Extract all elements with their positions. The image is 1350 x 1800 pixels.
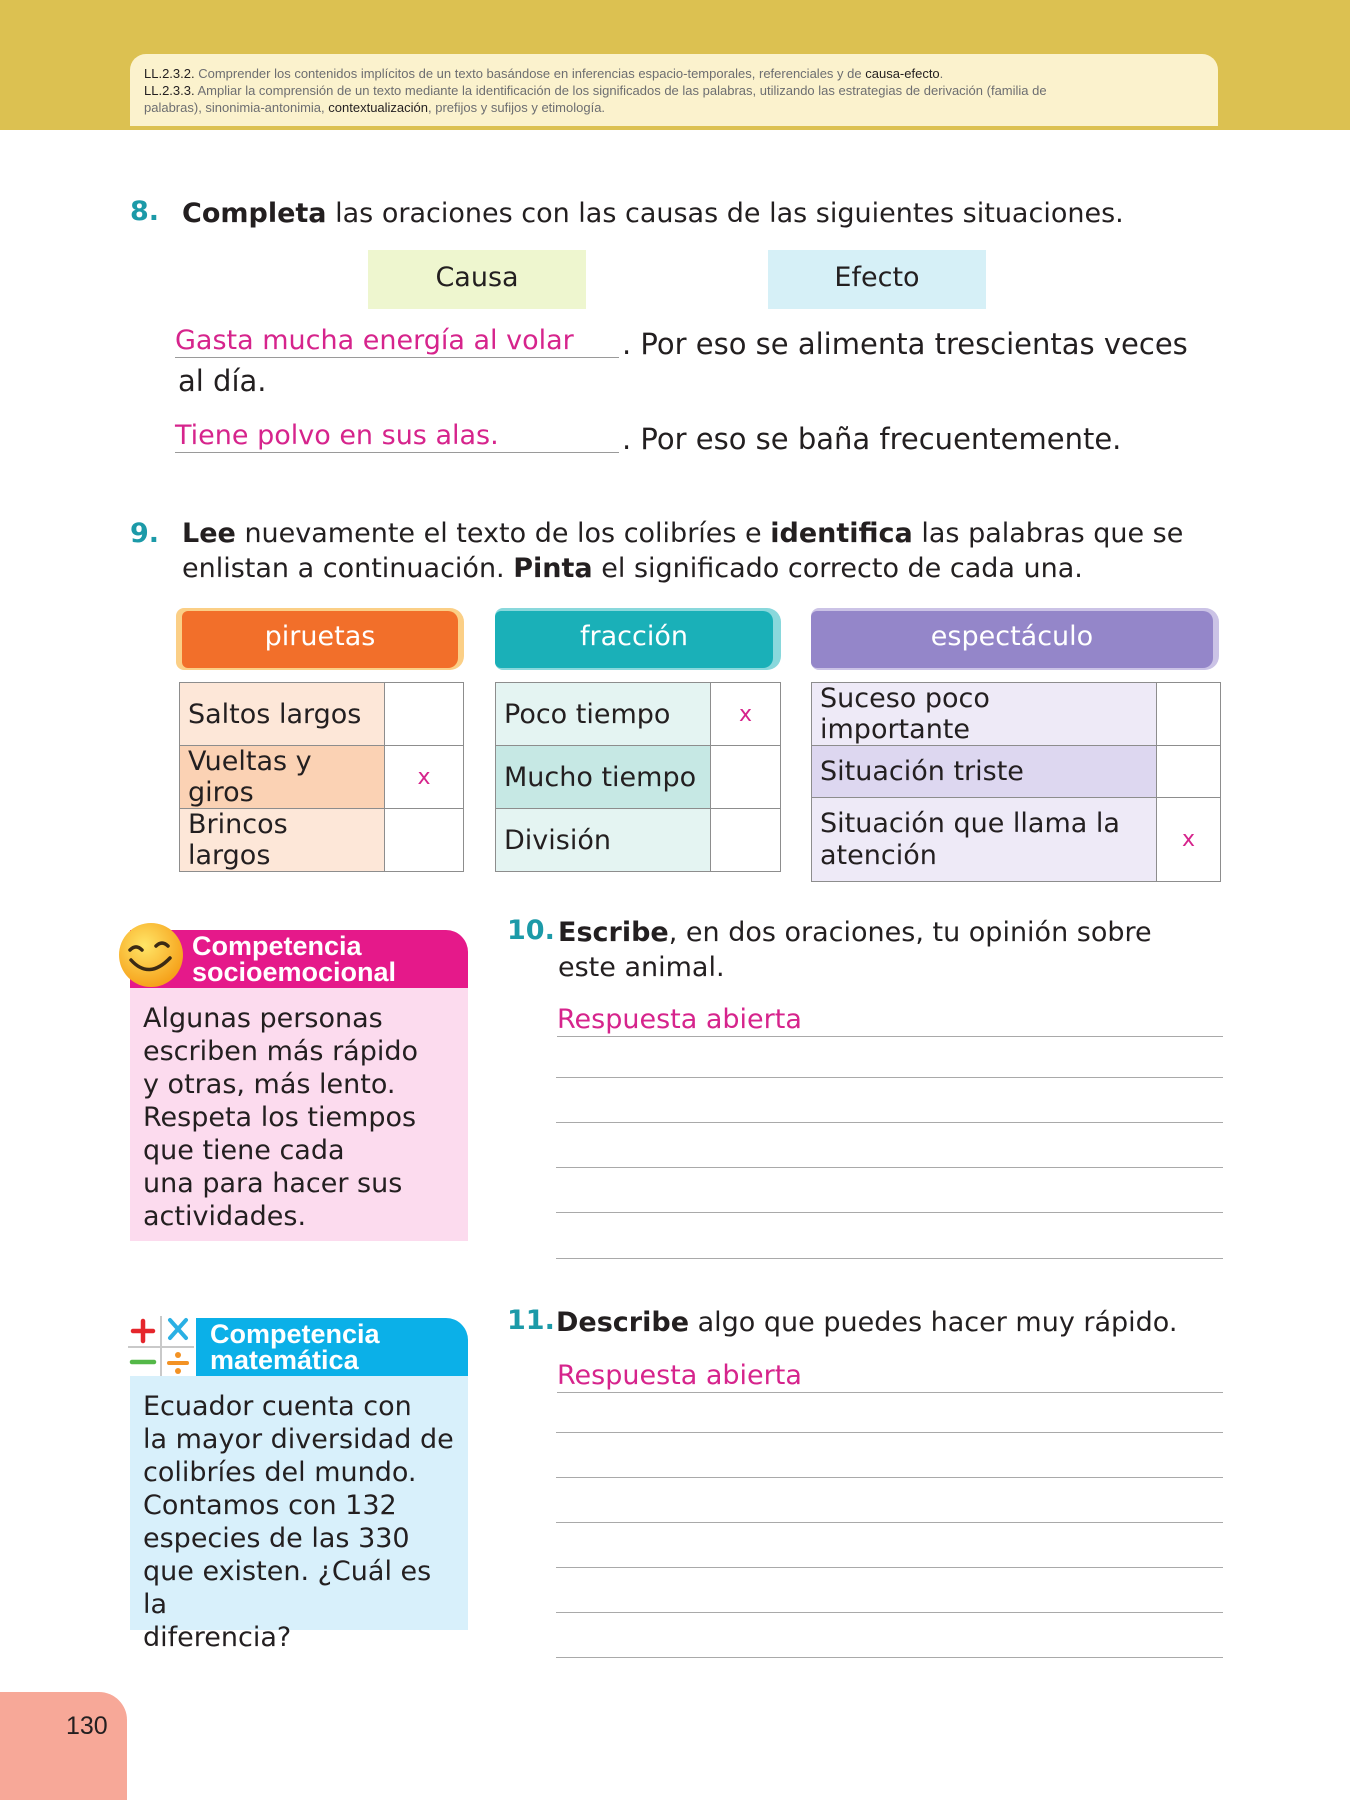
socio-line: que tiene cada — [143, 1135, 345, 1166]
q11-instruction — [556, 1305, 1177, 1340]
option-brincos-largos[interactable]: Brincos largos — [180, 809, 385, 872]
q11-answer[interactable]: Respuesta abierta — [557, 1360, 1223, 1393]
option-division[interactable]: División — [496, 809, 711, 872]
mate-title-2: matemática — [210, 1345, 359, 1375]
objective-text-1: Comprender los contenidos implícitos de un texto basándose en inferencias espacio-temporales, referenciales y de — [198, 66, 862, 81]
objective-code-2: LL.2.3.3. — [144, 83, 195, 98]
table-row — [180, 683, 464, 746]
checkbox-division[interactable] — [711, 809, 781, 872]
socio-line: Respeta los tiempos — [143, 1102, 417, 1133]
q9-text-2: las palabras que se — [921, 518, 1184, 549]
socio-title-1: Competencia — [192, 931, 362, 961]
mate-line: diferencia? — [143, 1622, 292, 1653]
socio-body — [130, 988, 468, 1241]
q8-effect-1-continued: al día. — [178, 364, 267, 398]
checkbox-situacion-triste[interactable] — [1157, 746, 1221, 798]
table-piruetas — [179, 682, 464, 872]
q11-writing-line[interactable] — [556, 1432, 1223, 1433]
mate-line: la mayor diversidad de — [143, 1424, 454, 1455]
effect-label: Efecto — [768, 250, 986, 309]
cause-label: Causa — [368, 250, 586, 309]
mate-line: colibríes del mundo. — [143, 1457, 417, 1488]
table-row — [812, 746, 1221, 798]
socio-line: una para hacer sus — [143, 1168, 403, 1199]
q8-effect-2: . Por eso se baña frecuentemente. — [622, 422, 1122, 456]
tab-piruetas: piruetas — [182, 611, 458, 668]
q8-answer-1[interactable]: Gasta mucha energía al volar — [175, 325, 619, 358]
socio-line: y otras, más lento. — [143, 1069, 396, 1100]
q11-text: algo que puedes hacer muy rápido. — [697, 1307, 1178, 1338]
mate-line: Contamos con 132 — [143, 1490, 397, 1521]
table-row — [496, 809, 781, 872]
page-number-tab — [0, 1692, 127, 1800]
q8-verb: Completa — [182, 198, 327, 229]
option-mucho-tiempo[interactable]: Mucho tiempo — [496, 746, 711, 809]
mate-line: Ecuador cuenta con — [143, 1391, 412, 1422]
q9-verb-identifica: identifica — [770, 518, 913, 549]
table-row — [180, 809, 464, 872]
checkbox-saltos-largos[interactable] — [385, 683, 464, 746]
q8-answer-2[interactable]: Tiene polvo en sus alas. — [175, 420, 619, 453]
q10-writing-line[interactable] — [556, 1122, 1223, 1123]
checkbox-mucho-tiempo[interactable] — [711, 746, 781, 809]
q11-writing-line[interactable] — [556, 1657, 1223, 1658]
socio-line: escriben más rápido — [143, 1036, 419, 1067]
table-row — [496, 683, 781, 746]
objective-highlight-1: causa-efecto — [865, 66, 940, 81]
q8-number: 8. — [130, 196, 160, 227]
q10-writing-line[interactable] — [556, 1212, 1223, 1213]
mate-line: especies de las 330 — [143, 1523, 410, 1554]
q11-verb: Describe — [556, 1307, 690, 1338]
q8-text: las oraciones con las causas de las siguientes situaciones. — [335, 198, 1124, 229]
curriculum-objectives: LL.2.3.2. Comprender los contenidos implícitos de un texto basándose en inferencias espacio-temporales, referenciales y de causa-efecto. LL.2.3.3. Ampliar la comprensión de un texto mediante la identificación de los significados de las palabras, utilizando las estrategias de derivación (familia de palabras), sinonimia-antonimia, contextualización, prefijos y sufijos y etimología. — [130, 54, 1218, 126]
q10-text-a: , en dos oraciones, tu opinión sobre — [668, 917, 1152, 948]
socio-line: Algunas personas — [143, 1003, 383, 1034]
smiley-icon — [116, 920, 186, 990]
q10-verb: Escribe — [558, 917, 669, 948]
option-suceso-poco-importante[interactable]: Suceso poco importante — [812, 683, 1157, 746]
socio-title-2: socioemocional — [192, 957, 397, 987]
q9-number: 9. — [130, 518, 160, 549]
q9-verb-pinta: Pinta — [513, 553, 593, 584]
q11-writing-line[interactable] — [556, 1522, 1223, 1523]
q9-instruction — [182, 516, 1183, 586]
checkbox-situacion-que-llama-la-atencion[interactable]: x — [1157, 798, 1221, 882]
math-operators-icon — [126, 1314, 196, 1380]
q9-text-3: enlistan a continuación. — [182, 553, 505, 584]
objective-highlight-3: contextualización — [328, 100, 429, 115]
q9-verb-lee: Lee — [182, 518, 236, 549]
table-espectaculo — [811, 682, 1221, 882]
q10-instruction — [558, 915, 1152, 985]
socio-line: actividades. — [143, 1201, 307, 1232]
page-number: 130 — [66, 1712, 108, 1740]
tab-fraccion: fracción — [495, 611, 773, 668]
q11-writing-line[interactable] — [556, 1477, 1223, 1478]
table-row — [812, 798, 1221, 882]
tab-espectaculo: espectáculo — [811, 611, 1213, 668]
objective-text-3a: palabras), sinonimia-antonimia, — [144, 100, 325, 115]
checkbox-suceso-poco-importante[interactable] — [1157, 683, 1221, 746]
option-vueltas-y-giros[interactable]: Vueltas y giros — [180, 746, 385, 809]
q8-instruction — [182, 196, 1124, 231]
q11-writing-line[interactable] — [556, 1567, 1223, 1568]
mate-title-1: Competencia — [210, 1319, 380, 1349]
q11-number: 11. — [507, 1305, 555, 1336]
table-row — [812, 683, 1221, 746]
option-saltos-largos[interactable]: Saltos largos — [180, 683, 385, 746]
q9-text-1: nuevamente el texto de los colibríes e — [244, 518, 762, 549]
objective-text-3b: , prefijos y sufijos y etimología. — [428, 100, 606, 115]
objective-code-1: LL.2.3.2. — [144, 66, 195, 81]
q8-effect-1: . Por eso se alimenta trescientas veces — [622, 327, 1188, 361]
q9-text-4: el significado correcto de cada una. — [601, 553, 1083, 584]
q10-number: 10. — [507, 915, 555, 946]
table-fraccion — [495, 682, 781, 872]
q10-writing-line[interactable] — [556, 1258, 1223, 1259]
option-situacion-que-llama-la-atencion[interactable]: Situación que llama la atención — [812, 798, 1157, 882]
q10-answer[interactable]: Respuesta abierta — [557, 1004, 1223, 1037]
mate-line: que existen. ¿Cuál es la — [143, 1556, 432, 1620]
q11-writing-line[interactable] — [556, 1612, 1223, 1613]
table-row — [496, 746, 781, 809]
checkbox-vueltas-y-giros[interactable]: x — [385, 746, 464, 809]
q10-writing-line[interactable] — [556, 1167, 1223, 1168]
objective-text-2: Ampliar la comprensión de un texto mediante la identificación de los significados de las palabras, utilizando las estrategias de derivación (familia de — [197, 83, 1047, 98]
checkbox-poco-tiempo[interactable]: x — [711, 683, 781, 746]
option-poco-tiempo[interactable]: Poco tiempo — [496, 683, 711, 746]
checkbox-brincos-largos[interactable] — [385, 809, 464, 872]
mate-body — [130, 1376, 468, 1653]
q10-text-b: este animal. — [558, 952, 725, 983]
q10-writing-line[interactable] — [556, 1077, 1223, 1078]
option-situacion-triste[interactable]: Situación triste — [812, 746, 1157, 798]
table-row — [180, 746, 464, 809]
